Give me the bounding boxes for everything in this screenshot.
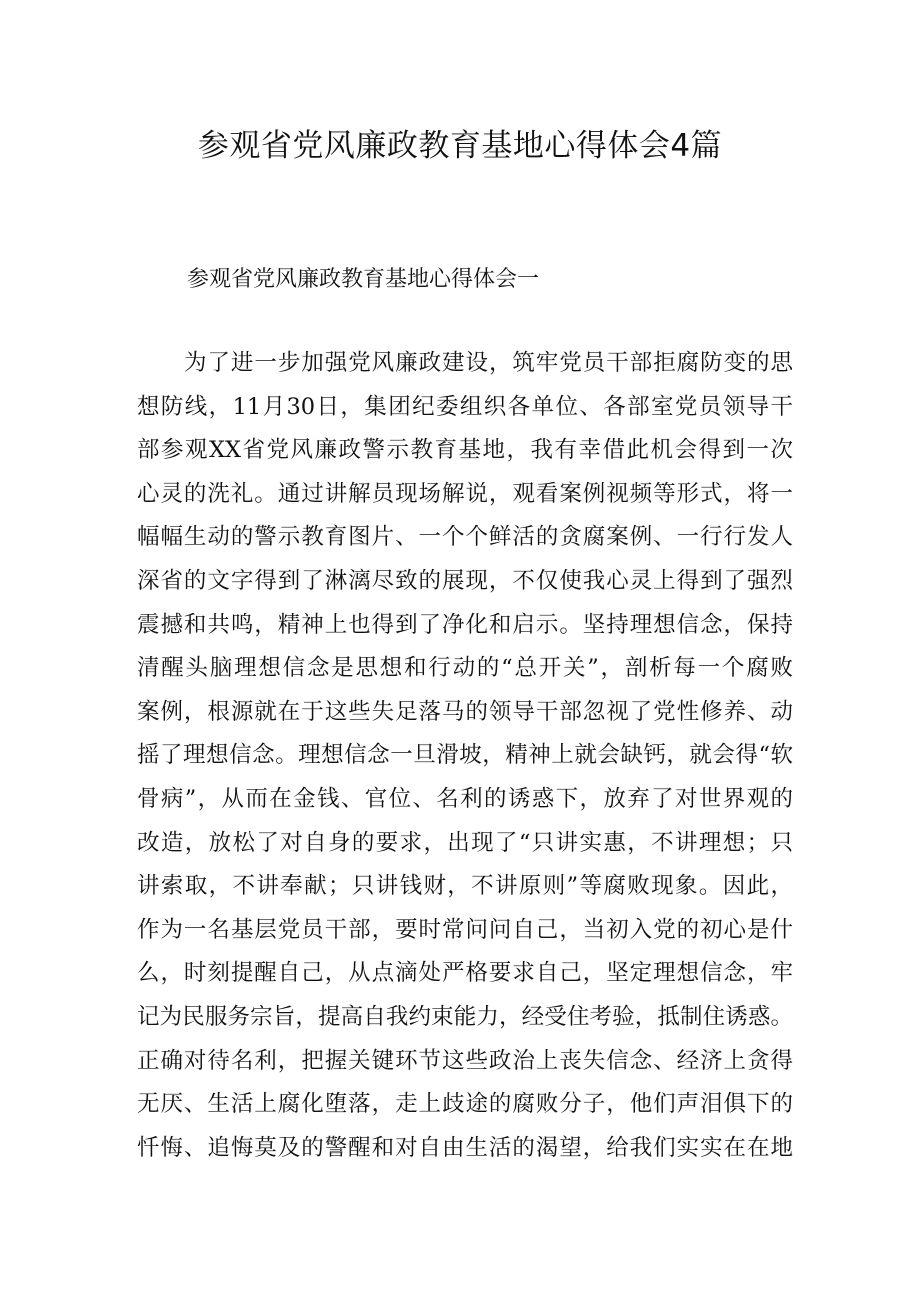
document-title: 参观省党风廉政教育基地心得体会4篇 (197, 128, 723, 164)
paragraph-line: 幅幅生动的警示教育图片、一个个鲜活的贪腐案例、一行行发人 (137, 524, 793, 551)
paragraph-line: 讲索取，不讲奉献；只讲钱财，不讲原则”等腐败现象。因此， (137, 873, 793, 900)
paragraph-line: 摇了理想信念。理想信念一旦滑坡，精神上就会缺钙，就会得“软 (137, 742, 793, 769)
paragraph-line: 么，时刻提醒自己，从点滴处严格要求自己，坚定理想信念，牢 (137, 960, 793, 987)
paragraph-line: 忏悔、追悔莫及的警醒和对自由生活的渴望，给我们实实在在地 (137, 1134, 793, 1161)
paragraph-line: 案例，根源就在于这些失足落马的领导干部忽视了党性修养、动 (137, 698, 793, 725)
paragraph-line: 震撼和共鸣，精神上也得到了净化和启示。坚持理想信念，保持 (137, 611, 793, 638)
section-heading: 参观省党风廉政教育基地心得体会一 (187, 267, 540, 292)
paragraph-line: 部参观XX省党风廉政警示教育基地，我有幸借此机会得到一次 (137, 437, 793, 464)
paragraph-line: 深省的文字得到了淋漓尽致的展现，不仅使我心灵上得到了强烈 (137, 567, 793, 594)
paragraph-line: 骨病”，从而在金钱、官位、名利的诱惑下，放弃了对世界观的 (137, 785, 793, 812)
body-paragraph (137, 342, 793, 1170)
paragraph-line: 作为一名基层党员干部，要时常问问自己，当初入党的初心是什 (137, 916, 793, 943)
paragraph-line: 想防线，11月30日，集团纪委组织各单位、各部室党员领导干 (137, 393, 793, 420)
paragraph-line: 正确对待名利，把握关键环节这些政治上丧失信念、经济上贪得 (137, 1047, 793, 1074)
paragraph-line: 为了进一步加强党风廉政建设，筑牢党员干部拒腐防变的思 (184, 350, 793, 376)
paragraph-line: 心灵的洗礼。通过讲解员现场解说，观看案例视频等形式，将一 (137, 480, 793, 507)
paragraph-line: 记为民服务宗旨，提高自我约束能力，经受住考验，抵制住诱惑。 (137, 1003, 793, 1030)
paragraph-line: 改造，放松了对自身的要求，出现了“只讲实惠，不讲理想；只 (137, 829, 793, 856)
paragraph-line: 清醒头脑理想信念是思想和行动的“总开关”，剖析每一个腐败 (137, 655, 793, 682)
paragraph-line: 无厌、生活上腐化堕落，走上歧途的腐败分子，他们声泪俱下的 (137, 1091, 793, 1118)
